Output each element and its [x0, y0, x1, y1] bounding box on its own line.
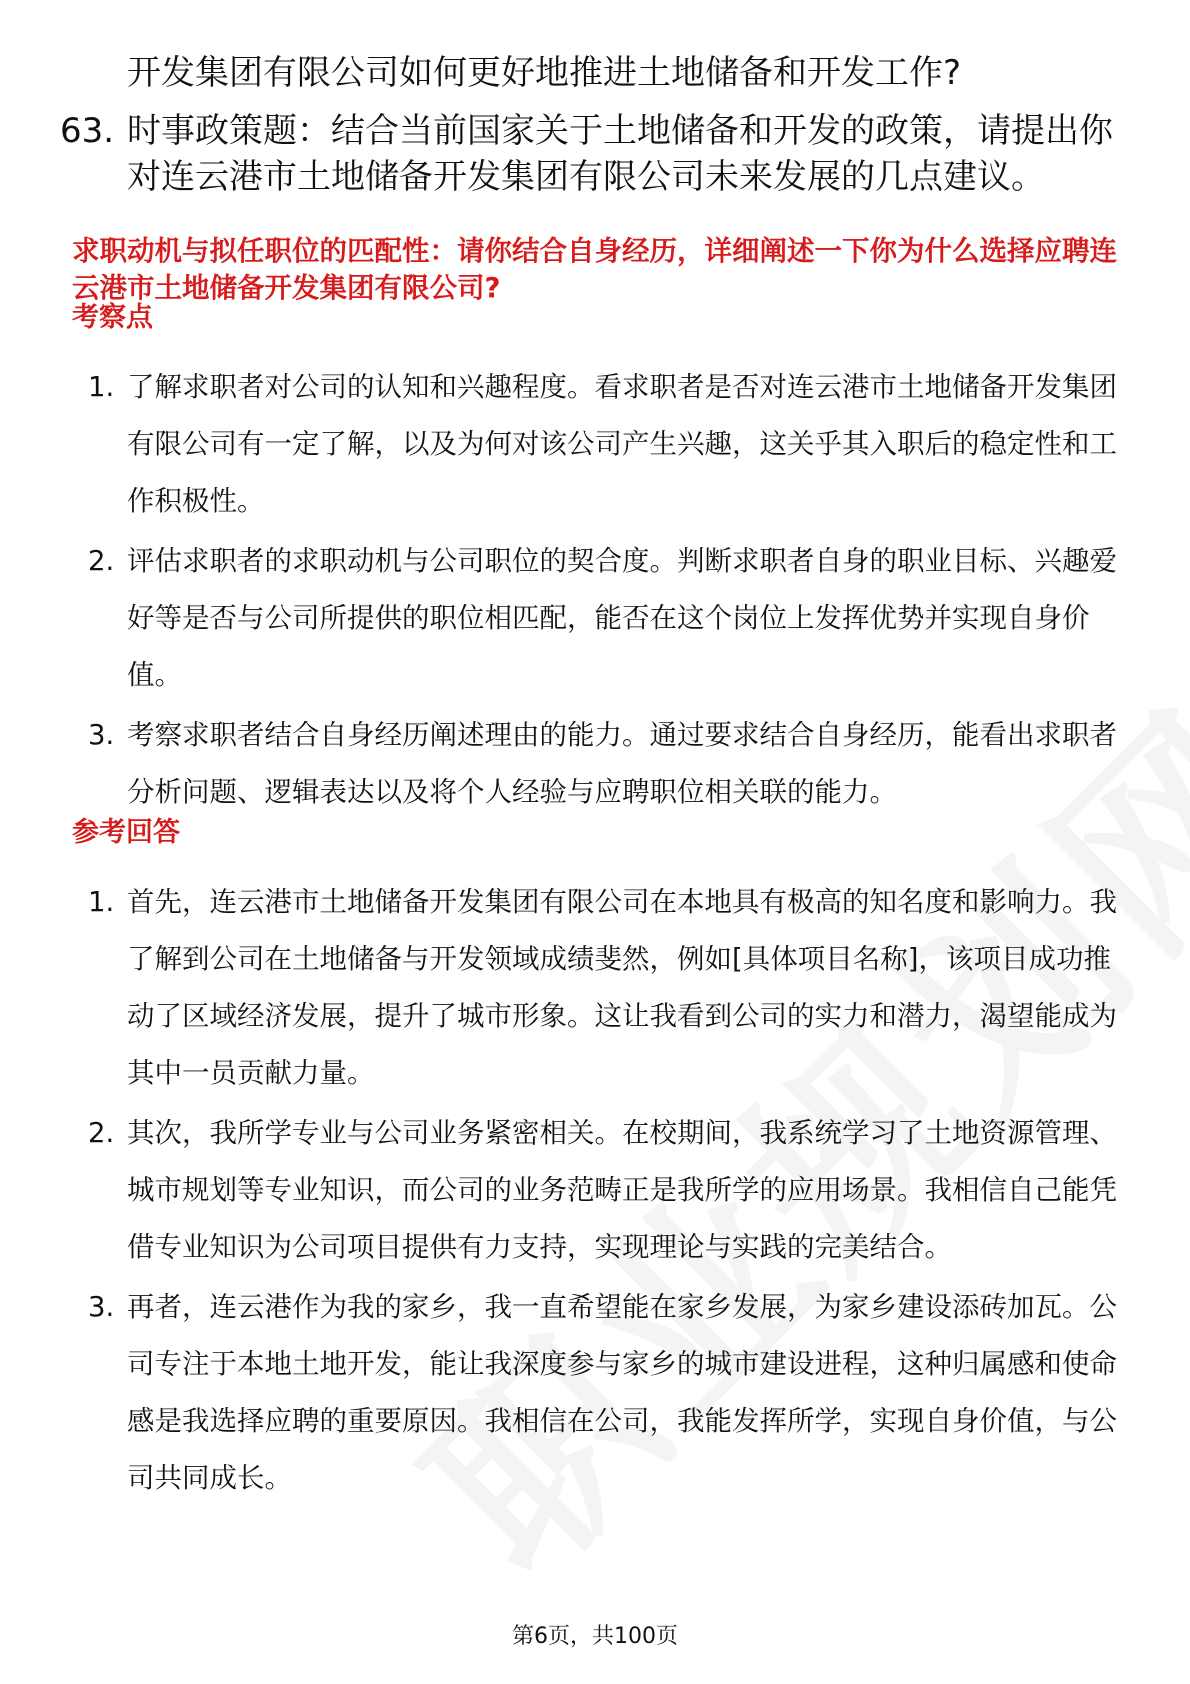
question-text: 时事政策题：结合当前国家关于土地储备和开发的政策，请提出你对连云港市土地储备开发集团有限公司未来发展的几点建议。 [127, 111, 1113, 197]
continuation-text: 开发集团有限公司如何更好地推进土地储备和开发工作? [127, 53, 962, 93]
list-item-number: 3. [88, 1291, 115, 1323]
list-item [88, 1279, 1123, 1507]
list-item-text: 了解求职者对公司的认知和兴趣程度。看求职者是否对连云港市土地储备开发集团有限公司有一定了解，以及为何对该公司产生兴趣，这关乎其入职后的稳定性和工作积极性。 [127, 371, 1117, 517]
question-63 [60, 108, 1130, 200]
reference-answer-list [88, 874, 1123, 1510]
list-item [88, 874, 1123, 1102]
list-item-number: 2. [88, 545, 115, 577]
page-footer: 第6页，共100页 [512, 1624, 678, 1649]
list-item [88, 1105, 1123, 1276]
list-item-text: 首先，连云港市土地储备开发集团有限公司在本地具有极高的知名度和影响力。我了解到公司在土地储备与开发领域成绩斐然，例如[具体项目名称]，该项目成功推动了区域经济发展，提升了城市形象。这让我看到公司的实力和潜力，渴望能成为其中一员贡献力量。 [127, 886, 1117, 1089]
list-item-number: 2. [88, 1117, 115, 1149]
list-item [88, 707, 1123, 821]
examination-points-title: 考察点 [72, 302, 153, 333]
section-heading: 求职动机与拟任职位的匹配性：请你结合自身经历，详细阐述一下你为什么选择应聘连云港市土地储备开发集团有限公司? [72, 235, 1117, 304]
list-item-text: 考察求职者结合自身经历阐述理由的能力。通过要求结合自身经历，能看出求职者分析问题、逻辑表达以及将个人经验与应聘职位相关联的能力。 [127, 719, 1117, 808]
list-item-number: 3. [88, 719, 115, 751]
list-item-number: 1. [88, 371, 115, 403]
list-item-number: 1. [88, 886, 115, 918]
list-item-text: 其次，我所学专业与公司业务紧密相关。在校期间，我系统学习了土地资源管理、城市规划等专业知识，而公司的业务范畴正是我所学的应用场景。我相信自己能凭借专业知识为公司项目提供有力支持，实现理论与实践的完美结合。 [127, 1117, 1117, 1263]
question-number: 63. [60, 111, 115, 151]
examination-points-list [88, 359, 1123, 824]
list-item [88, 533, 1123, 704]
list-item-text: 再者，连云港作为我的家乡，我一直希望能在家乡发展，为家乡建设添砖加瓦。公司专注于本地土地开发，能让我深度参与家乡的城市建设进程，这种归属感和使命感是我选择应聘的重要原因。我相信在公司，我能发挥所学，实现自身价值，与公司共同成长。 [127, 1291, 1117, 1494]
reference-answer-title: 参考回答 [72, 817, 180, 848]
list-item [88, 359, 1123, 530]
list-item-text: 评估求职者的求职动机与公司职位的契合度。判断求职者自身的职业目标、兴趣爱好等是否与公司所提供的职位相匹配，能否在这个岗位上发挥优势并实现自身价值。 [127, 545, 1117, 691]
